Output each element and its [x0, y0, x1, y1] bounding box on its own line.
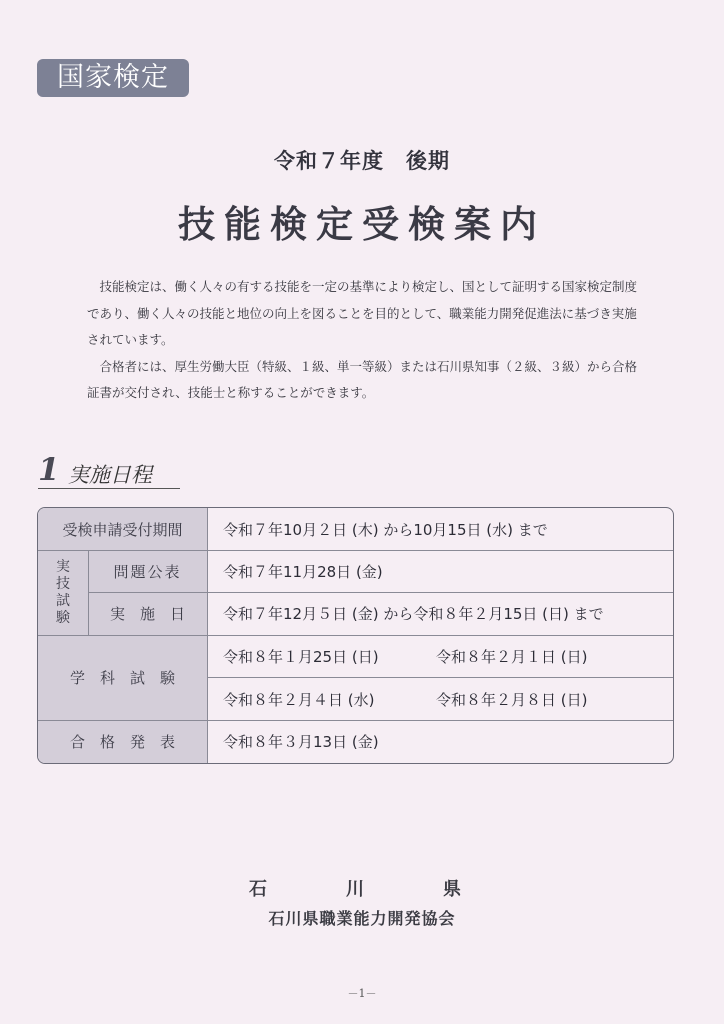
written-exam-label: 学 科 試 験: [38, 635, 207, 720]
written-date: 令和８年２月４日 (水): [223, 690, 375, 709]
prefecture-char: 川: [346, 879, 364, 900]
practical-char: 試: [56, 592, 70, 609]
section-title: 実施日程: [68, 463, 152, 487]
table-divider: [38, 720, 673, 721]
table-divider: [207, 677, 673, 678]
results-value: 令和８年３月13日 (金): [223, 733, 379, 751]
exam-date-label: 実 施 日: [88, 592, 207, 635]
application-period-value: 令和７年10月２日 (木) から10月15日 (水) まで: [223, 520, 548, 539]
practical-char: 実: [56, 558, 70, 575]
document-title: 技能検定受検案内: [178, 203, 546, 246]
organization-name: 石川県職業能力開発協会: [268, 909, 456, 928]
problem-release-value: 令和７年11月28日 (金): [223, 562, 383, 581]
written-date: 令和８年１月25日 (日): [223, 647, 379, 666]
application-period-label: 受検申請受付期間: [38, 508, 207, 550]
practical-char: 技: [56, 575, 70, 592]
section-heading: [38, 452, 180, 489]
table-divider: [88, 592, 673, 593]
prefecture-char: 石: [249, 879, 267, 900]
prefecture-char: 県: [443, 879, 461, 900]
page-number: －1－: [347, 987, 377, 1000]
results-label: 合 格 発 表: [38, 720, 207, 763]
category-badge: 国家検定: [37, 59, 189, 97]
table-divider: [38, 635, 673, 636]
table-divider: [88, 550, 89, 635]
section-number: 1: [38, 452, 60, 488]
table-divider: [207, 508, 208, 763]
intro-paragraph-1: 技能検定は、働く人々の有する技能を一定の基準により検定し、国として証明する国家検定制度であり、働く人々の技能と地位の向上を図ることを目的として、職業能力開発促進法に基づき実施されています。: [87, 279, 638, 347]
intro-paragraph-2: 合格者には、厚生労働大臣（特級、１級、単一等級）または石川県知事（２級、３級）から合格証書が交付され、技能士と称することができます。: [87, 358, 638, 400]
problem-release-label: 問題公表: [88, 550, 207, 592]
prefecture-name: [249, 875, 461, 901]
written-date: 令和８年２月１日 (日): [436, 647, 588, 666]
intro-text: [87, 274, 647, 407]
exam-date-value: 令和７年12月５日 (金) から令和８年２月15日 (日) まで: [223, 605, 604, 623]
period-subtitle: 令和７年度 後期: [274, 149, 450, 173]
practical-exam-label: [38, 550, 88, 635]
practical-char: 験: [56, 609, 70, 626]
written-date: 令和８年２月８日 (日): [436, 690, 588, 709]
table-divider: [38, 550, 673, 551]
schedule-table: [37, 507, 674, 764]
